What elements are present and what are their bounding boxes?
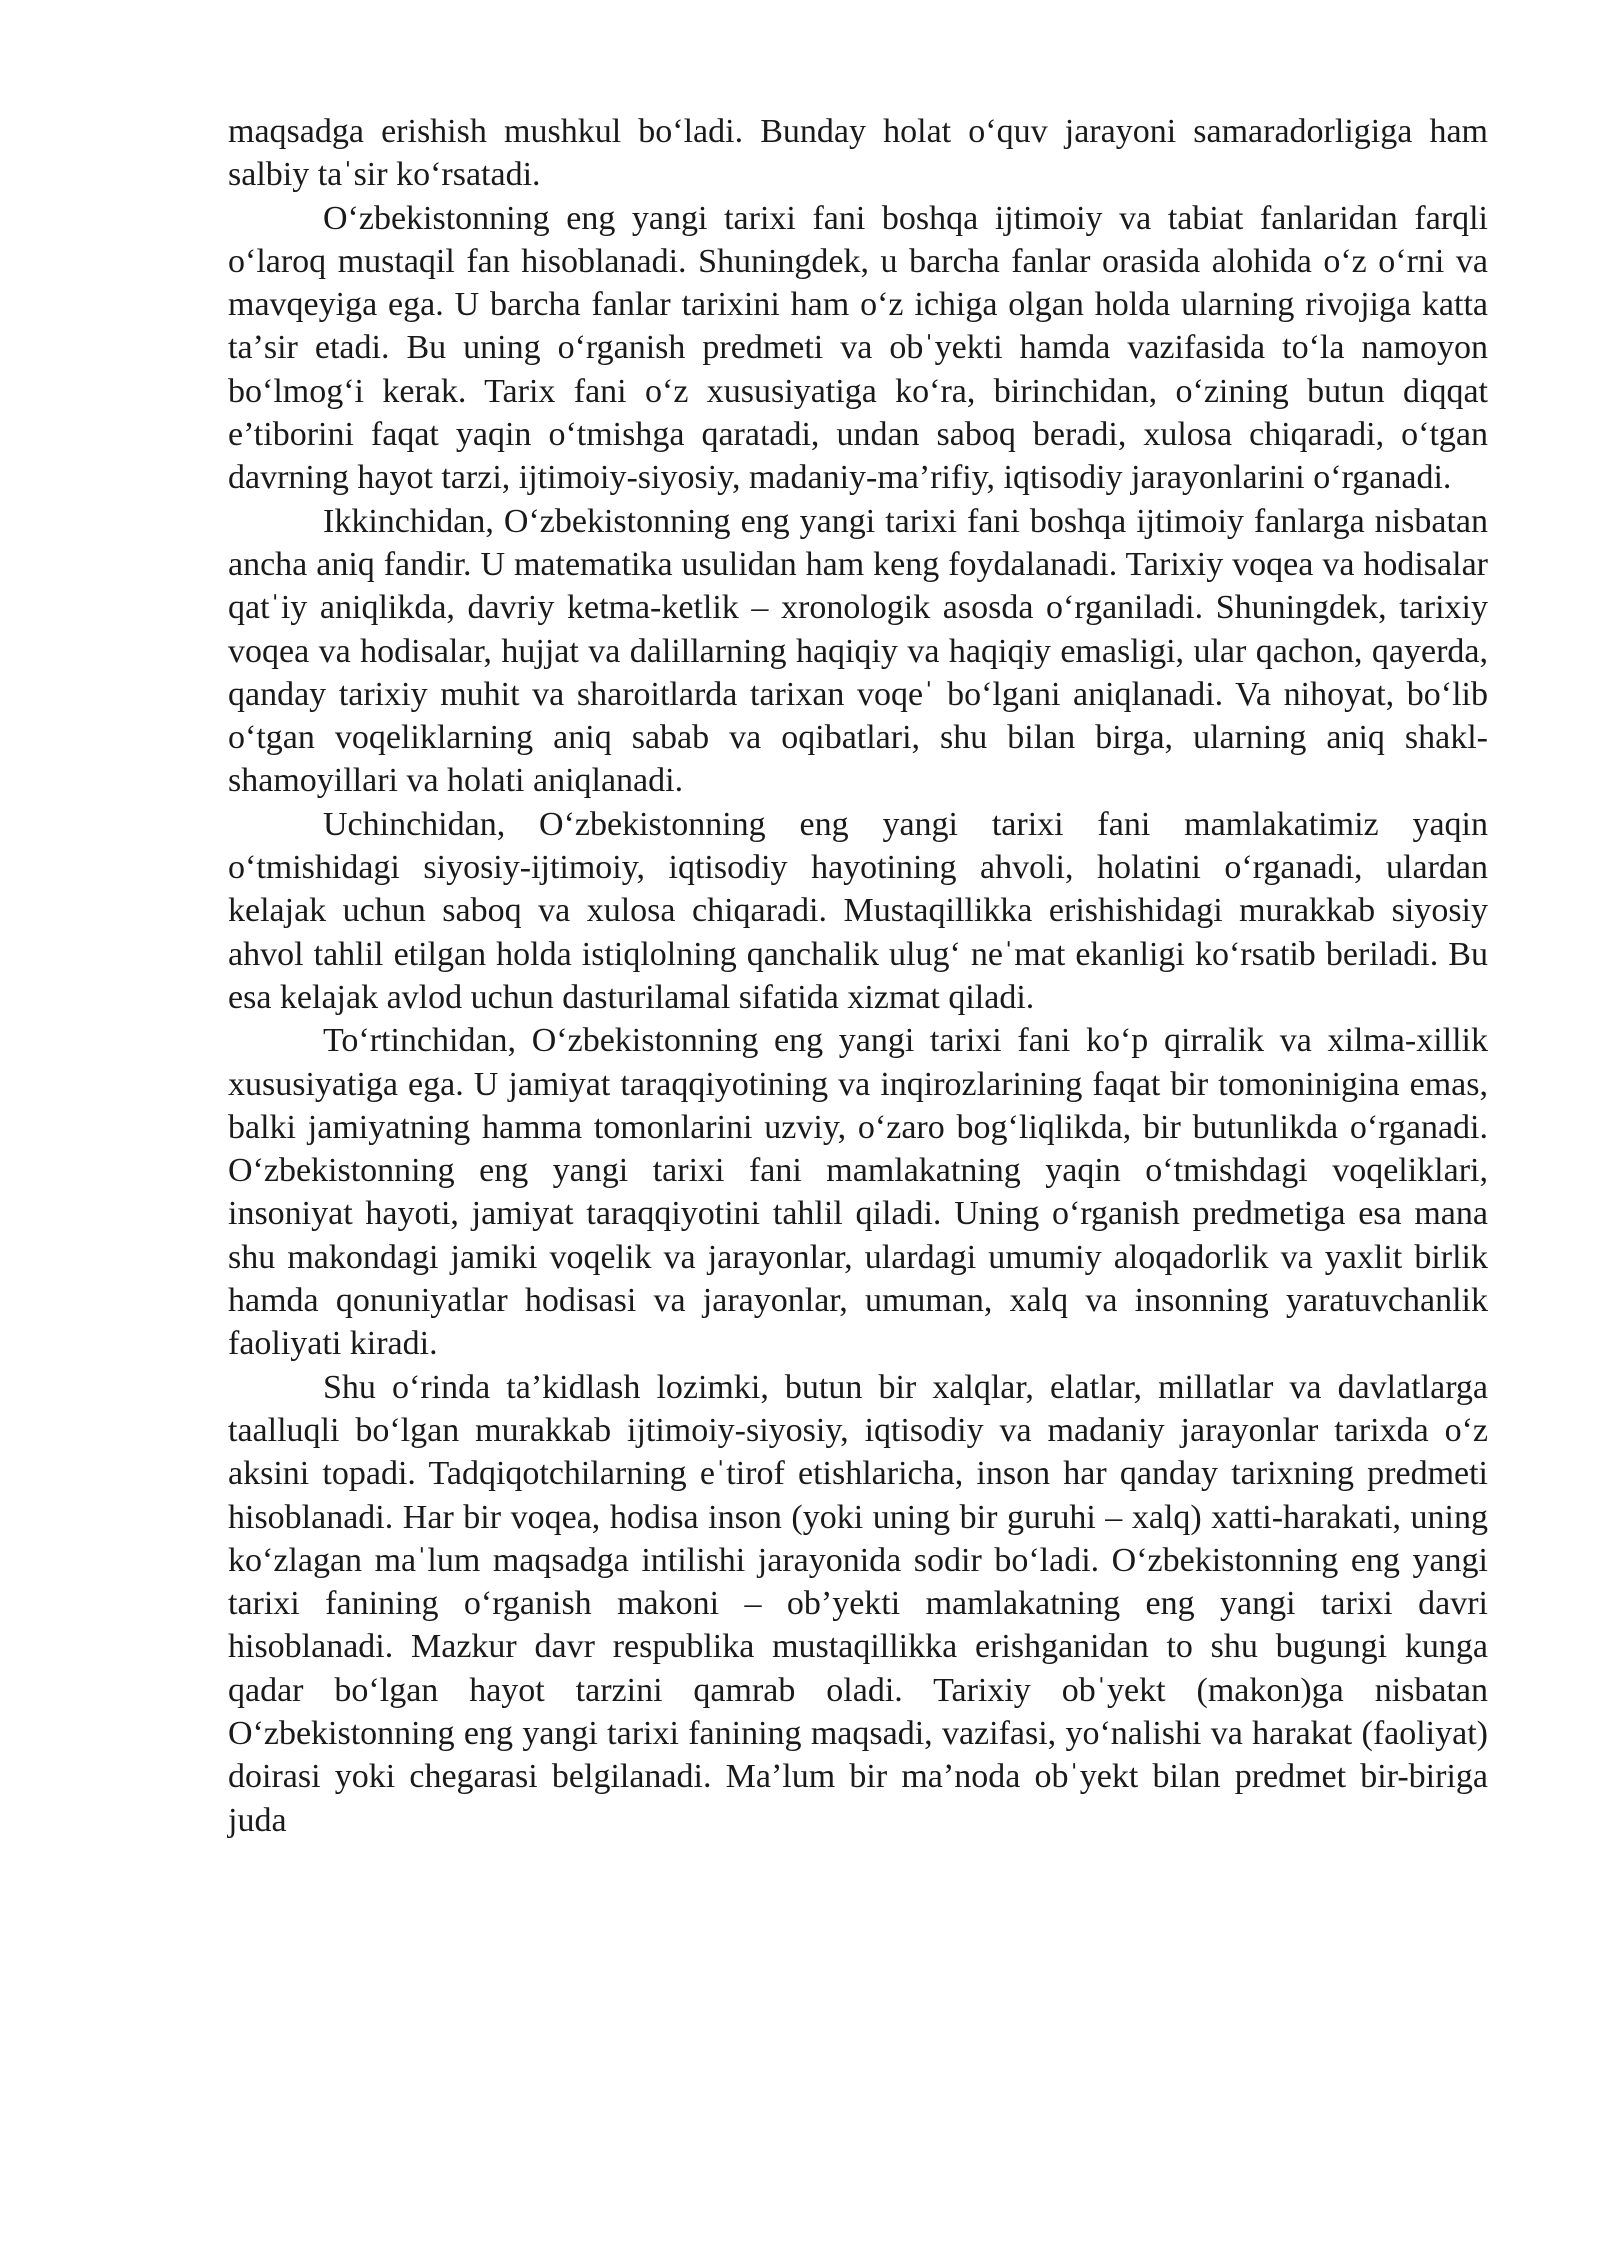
paragraph-continued: maqsadga erishish mushkul boʻladi. Bunday holat oʻquv jarayoni samaradorligiga ham salbiy taˈsir koʻrsatadi.	[228, 113, 1488, 194]
paragraph-subject-independence: Oʻzbekistonning eng yangi tarixi fani boshqa ijtimoiy va tabiat fanlaridan farqli oʻlaroq mustaqil fan hisoblanadi. Shuningdek, u barcha fanlar orasida alohida oʻz oʻrni va mavqeyiga ega. U barcha fanlar tarixini ham oʻz ichiga olgan holda ularning rivojiga katta taʼsir etadi. Bu uning oʻrganish predmeti va obˈyekti hamda vazifasida toʻla namoyon boʻlmogʻi kerak. Tarix fani oʻz xususiyatiga koʻra, birinchidan, oʻzining butun diqqat e’tiborini faqat yaqin oʻtmishga qaratadi, undan saboq beradi, xulosa chiqaradi, oʻtgan davrning hayot tarzi, ijtimoiy-siyosiy, madaniy-ma’rifiy, iqtisodiy jarayonlarini oʻrganadi.	[228, 199, 1488, 497]
document-page	[228, 110, 1488, 1842]
paragraph-third-feature: Uchinchidan, Oʻzbekistonning eng yangi tarixi fani mamlakatimiz yaqin oʻtmishidagi siyosiy-ijtimoiy, iqtisodiy hayotining ahvoli, holatini oʻrganadi, ulardan kelajak uchun saboq va xulosa chiqaradi. Mustaqillikka erishishidagi murakkab siyosiy ahvol tahlil etilgan holda istiqlolning qanchalik ulugʻ neˈmat ekanligi koʻrsatib beriladi. Bu esa kelajak avlod uchun dasturilamal sifatida xizmat qiladi.	[228, 805, 1488, 1016]
paragraph-second-feature: Ikkinchidan, Oʻzbekistonning eng yangi tarixi fani boshqa ijtimoiy fanlarga nisbatan ancha aniq fandir. U matematika usulidan ham keng foydalanadi. Tarixiy voqea va hodisalar qatˈiy aniqlikda, davriy ketma-ketlik – xronologik asosda oʻrganiladi. Shuningdek, tarixiy voqea va hodisalar, hujjat va dalillarning haqiqiy va haqiqiy emasligi, ular qachon, qayerda, qanday tarixiy muhit va sharoitlarda tarixan voqeˈ boʻlgani aniqlanadi. Va nihoyat, boʻlib oʻtgan voqeliklarning aniq sabab va oqibatlari, shu bilan birga, ularning aniq shakl-shamoyillari va holati aniqlanadi.	[228, 502, 1488, 800]
paragraph-object-and-subject: Shu oʻrinda ta’kidlash lozimki, butun bir xalqlar, elatlar, millatlar va davlatlarga taalluqli boʻlgan murakkab ijtimoiy-siyosiy, iqtisodiy va madaniy jarayonlar tarixda oʻz aksini topadi. Tadqiqotchilarning eˈtirof etishlaricha, inson har qanday tarixning predmeti hisoblanadi. Har bir voqea, hodisa inson (yoki uning bir guruhi – xalq) xatti-harakati, uning koʻzlagan maˈlum maqsadga intilishi jarayonida sodir boʻladi. Oʻzbekistonning eng yangi tarixi fanining oʻrganish makoni – ob’yekti mamlakatning eng yangi tarixi davri hisoblanadi. Mazkur davr respublika mustaqillikka erishganidan to shu bugungi kunga qadar boʻlgan hayot tarzini qamrab oladi. Tarixiy obˈyekt (makon)ga nisbatan Oʻzbekistonning eng yangi tarixi fanining maqsadi, vazifasi, yoʻnalishi va harakat (faoliyat) doirasi yoki chegarasi belgilanadi. Maʼlum bir maʼnoda obˈyekt bilan predmet bir-biriga juda	[228, 1368, 1488, 1839]
paragraph-fourth-feature: Toʻrtinchidan, Oʻzbekistonning eng yangi tarixi fani koʻp qirralik va xilma-xillik xususiyatiga ega. U jamiyat taraqqiyotining va inqirozlarining faqat bir tomoninigina emas, balki jamiyatning hamma tomonlarini uzviy, oʻzaro bogʻliqlikda, bir butunlikda oʻrganadi. Oʻzbekistonning eng yangi tarixi fani mamlakatning yaqin oʻtmishdagi voqeliklari, insoniyat hayoti, jamiyat taraqqiyotini tahlil qiladi. Uning oʻrganish predmetiga esa mana shu makondagi jamiki voqelik va jarayonlar, ulardagi umumiy aloqadorlik va yaxlit birlik hamda qonuniyatlar hodisasi va jarayonlar, umuman, xalq va insonning yaratuvchanlik faoliyati kiradi.	[228, 1022, 1488, 1363]
